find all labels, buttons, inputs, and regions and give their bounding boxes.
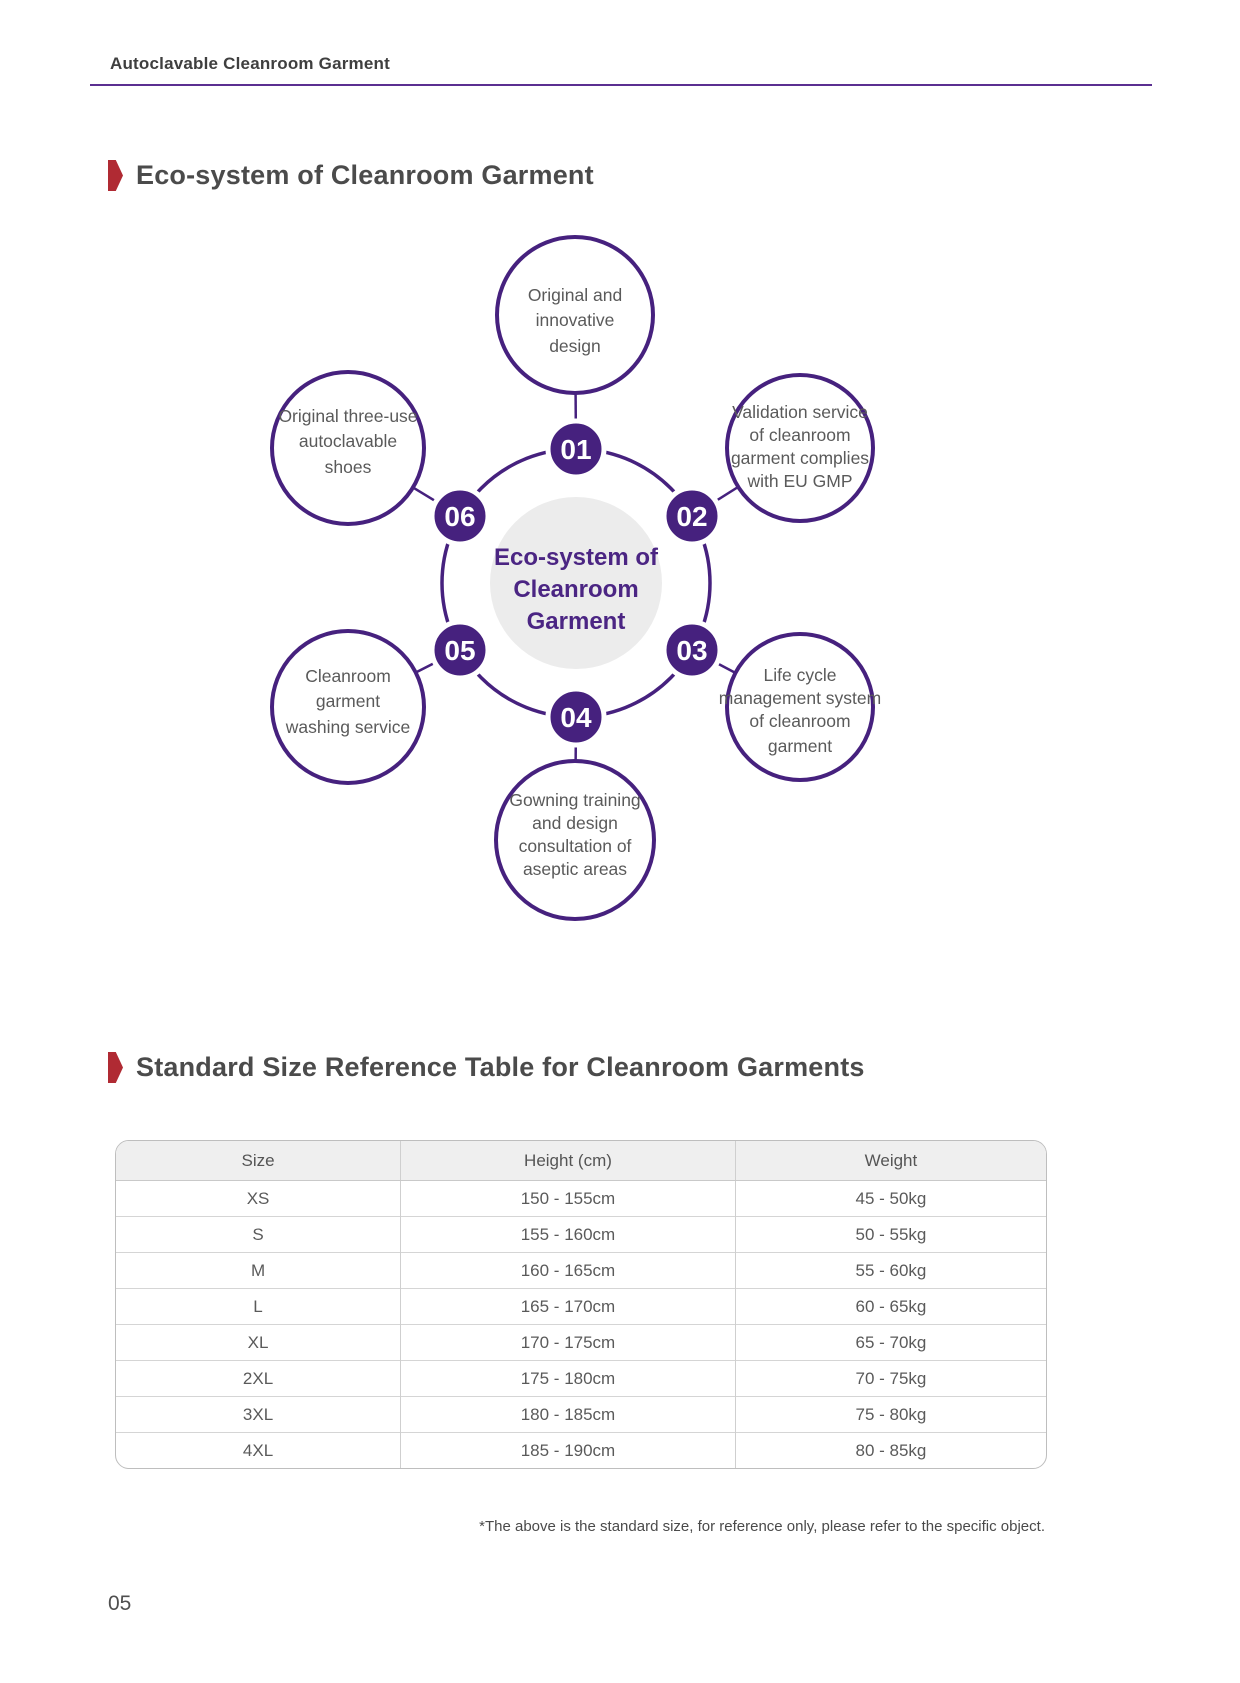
- satellite-label-04: and design: [532, 813, 618, 833]
- cell-weight: 55 - 60kg: [735, 1253, 1046, 1289]
- cell-size: XL: [116, 1325, 401, 1361]
- table-row: [116, 1181, 1046, 1217]
- size-table-header-row: [116, 1141, 1046, 1181]
- satellite-label-03: of cleanroom: [749, 711, 851, 731]
- size-section-title: [108, 1052, 865, 1083]
- satellite-label-06: autoclavable: [298, 431, 398, 451]
- satellite-label-03: Life cycle: [763, 665, 837, 685]
- cell-height: 160 - 165cm: [401, 1253, 736, 1289]
- cell-height: 165 - 170cm: [401, 1289, 736, 1325]
- node-number-06: 06: [444, 501, 476, 532]
- satellite-label-04: aseptic areas: [522, 859, 628, 879]
- cell-height: 155 - 160cm: [401, 1217, 736, 1253]
- cell-size: S: [116, 1217, 401, 1253]
- satellite-label-03: management system: [718, 688, 882, 708]
- column-header-weight: Weight: [735, 1141, 1046, 1181]
- table-row: [116, 1289, 1046, 1325]
- node-number-01: 01: [560, 434, 592, 465]
- red-flag-bullet-icon: [108, 1052, 123, 1083]
- cell-height: 180 - 185cm: [401, 1397, 736, 1433]
- column-header-size: Size: [116, 1141, 401, 1181]
- size-table-container: [115, 1140, 1047, 1469]
- cell-weight: 60 - 65kg: [735, 1289, 1046, 1325]
- table-row: [116, 1253, 1046, 1289]
- satellite-label-02: of cleanroom: [749, 425, 851, 445]
- size-section-title-text: Standard Size Reference Table for Cleanroom Garments: [136, 1052, 865, 1082]
- table-footnote: *The above is the standard size, for reference only, please refer to the specific object.: [479, 1518, 1045, 1535]
- node-number-05: 05: [444, 635, 476, 666]
- satellite-label-05: Cleanroom: [305, 666, 391, 686]
- satellite-label-03: garment: [767, 736, 833, 756]
- red-flag-bullet-icon: [108, 160, 123, 191]
- diagram-center-text: Garment: [526, 608, 626, 635]
- satellite-label-04: consultation of: [518, 836, 632, 856]
- node-number-04: 04: [560, 702, 592, 733]
- cell-size: L: [116, 1289, 401, 1325]
- satellite-label-02: garment complies: [730, 448, 870, 468]
- cell-weight: 70 - 75kg: [735, 1361, 1046, 1397]
- satellite-label-06: Original three-use: [278, 406, 418, 426]
- eco-section-title: [108, 160, 594, 191]
- satellite-label-06: shoes: [324, 457, 372, 477]
- page-number: 05: [108, 1592, 132, 1615]
- eco-section-title-text: Eco-system of Cleanroom Garment: [136, 160, 594, 190]
- column-header-height: Height (cm): [401, 1141, 736, 1181]
- satellite-label-05: washing service: [285, 717, 411, 737]
- satellite-label-02: with EU GMP: [747, 471, 853, 491]
- cell-weight: 45 - 50kg: [735, 1181, 1046, 1217]
- table-row: [116, 1325, 1046, 1361]
- running-header: [90, 54, 1152, 86]
- satellite-label-04: Gowning training: [509, 790, 641, 810]
- satellite-label-02: Validation service: [732, 402, 868, 422]
- satellite-label-01: innovative: [535, 310, 615, 330]
- cell-weight: 75 - 80kg: [735, 1397, 1046, 1433]
- cell-size: 2XL: [116, 1361, 401, 1397]
- cell-size: XS: [116, 1181, 401, 1217]
- cell-size: 4XL: [116, 1433, 401, 1469]
- table-row: [116, 1361, 1046, 1397]
- cell-size: M: [116, 1253, 401, 1289]
- node-number-02: 02: [676, 501, 708, 532]
- table-row: [116, 1433, 1046, 1469]
- satellite-label-01: Original and: [527, 285, 623, 305]
- cell-height: 150 - 155cm: [401, 1181, 736, 1217]
- cell-height: 185 - 190cm: [401, 1433, 736, 1469]
- satellite-label-01: design: [549, 336, 601, 356]
- running-header-text: Autoclavable Cleanroom Garment: [110, 54, 390, 73]
- diagram-center-text: Cleanroom: [513, 576, 639, 603]
- cell-size: 3XL: [116, 1397, 401, 1433]
- cell-weight: 50 - 55kg: [735, 1217, 1046, 1253]
- cell-weight: 65 - 70kg: [735, 1325, 1046, 1361]
- cell-height: 170 - 175cm: [401, 1325, 736, 1361]
- eco-system-diagram: [255, 225, 895, 930]
- table-row: [116, 1397, 1046, 1433]
- node-number-03: 03: [676, 635, 708, 666]
- size-table: [116, 1141, 1046, 1468]
- cell-height: 175 - 180cm: [401, 1361, 736, 1397]
- diagram-center-text: Eco-system of: [493, 544, 659, 571]
- cell-weight: 80 - 85kg: [735, 1433, 1046, 1469]
- satellite-label-05: garment: [315, 691, 381, 711]
- table-row: [116, 1217, 1046, 1253]
